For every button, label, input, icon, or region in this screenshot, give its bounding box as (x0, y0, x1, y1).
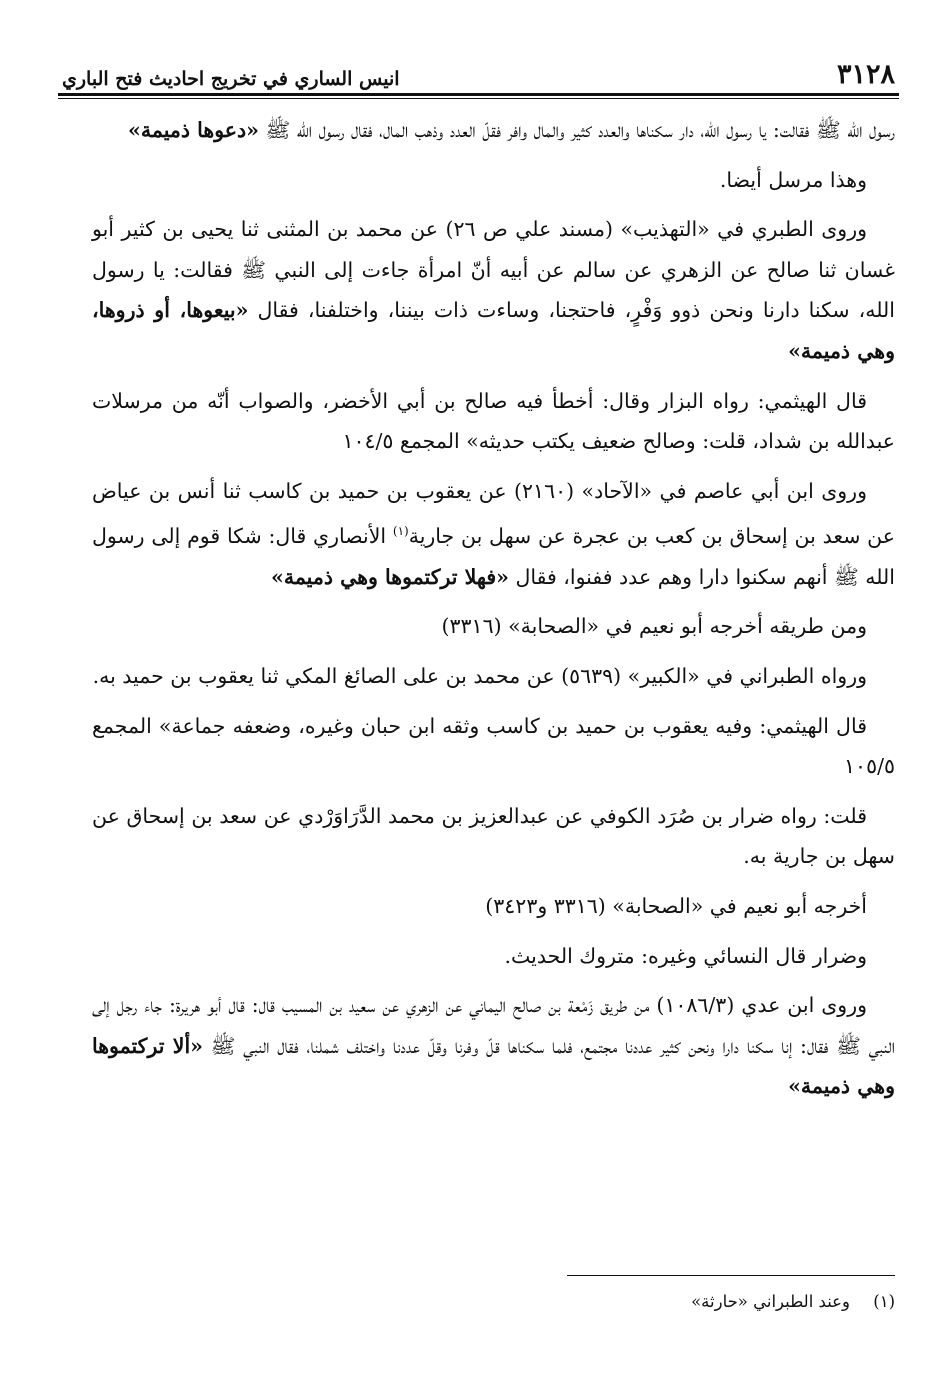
book-title: انيس الساري في تخريج احاديث فتح الباري (62, 68, 400, 90)
paragraph-12-text: وروى ابن عدي (١٠٨٦/٣) من طريق زَمْعة بن صالح اليماني عن الزهري عن سعيد بن المسيب قال: قال أبو هريرة: جاء رجل إلى النبي ﷺ فقال: إنا سكنا دارا ونحن كثير عددنا مجتمع، فلما سكناها قلّ وفرنا وقلّ عددنا واختلف شملنا، فقال النبي ﷺ (92, 993, 895, 1058)
footnote-text: وعند الطبراني «حارثة» (691, 1292, 850, 1311)
paragraph-12-hadith: «ألا تركتموها وهي ذميمة» (92, 1033, 895, 1099)
paragraph-3-hadith: «بيعوها، أو ذروها، وهي ذميمة» (92, 298, 895, 363)
paragraph-5-hadith: «فهلا تركتموها وهي ذميمة» (271, 564, 509, 589)
paragraph-1-text: رسول الله ﷺ فقالت: يا رسول الله، دار سكناها والعدد كثير والمال وافر فقلّ العدد وذهب المال، فقال رسول الله ﷺ (258, 118, 895, 142)
running-head (62, 50, 895, 90)
paragraph-8: قال الهيثمي: وفيه يعقوب بن حميد بن كاسب وثقه ابن حبان وغيره، وضعفه جماعة» المجمع ١٠٥/٥ (92, 713, 895, 779)
paragraph-4: قال الهيثمي: رواه البزار وقال: أخطأ فيه صالح بن أبي الأخضر، والصواب أنّه من مرسلات عبدالله بن شداد، قلت: وصالح ضعيف يكتب حديثه» المجمع ١٠٤/٥ (92, 388, 895, 454)
paragraph-1-hadith: «دعوها ذميمة» (128, 118, 259, 142)
paragraph-5-text-a: وروى ابن أبي عاصم في «الآحاد» (٢١٦٠) عن يعقوب بن حميد بن كاسب ثنا أنس بن عياض عن سعد بن إسحاق بن كعب بن عجرة عن سهل بن جارية (92, 478, 895, 549)
paragraph-5-text-b: الأنصاري قال: شكا قوم إلى رسول الله ﷺ أنهم سكنوا دارا وهم عدد ففنوا، فقال (92, 524, 895, 589)
footnote-rule (567, 1275, 895, 1276)
paragraph-3-text: وروى الطبري في «التهذيب» (مسند علي ص ٢٦) عن محمد بن المثنى ثنا يحيى بن كثير أبو غسان ثنا صالح عن الزهري عن سالم عن أبيه أنّ امرأة جاءت إلى النبي ﷺ فقالت: يا رسول الله، سكنا دارنا ونحن ذوو وَفْرٍ، فاحتجنا، وساءت ذات بيننا، واختلفنا، فقال (92, 217, 895, 323)
header-rule-thin (58, 98, 899, 99)
paragraph-12 (92, 985, 895, 1107)
footnote (200, 1288, 895, 1316)
paragraph-7: ورواه الطبراني في «الكبير» (٥٦٣٩) عن محمد بن على الصائغ المكي ثنا يعقوب بن حميد به. (92, 663, 867, 688)
paragraph-1 (92, 110, 895, 151)
footnote-marker[interactable]: (١) (392, 524, 409, 539)
footnote-number: (١) (873, 1292, 895, 1311)
paragraph-11: وضرار قال النسائي وغيره: متروك الحديث. (504, 943, 867, 968)
paragraph-9: قلت: رواه ضرار بن صُرَد الكوفي عن عبدالعزيز بن محمد الدَّرَاوَرْدي عن سعد بن إسحاق عن سهل بن جارية به. (92, 803, 895, 869)
header-rule (58, 93, 899, 96)
paragraph-6: ومن طريقه أخرجه أبو نعيم في «الصحابة» (٣٣١٦) (441, 614, 867, 639)
body-text (92, 110, 895, 1116)
paragraph-2: وهذا مرسل أيضا. (719, 167, 867, 192)
page-number: ٣١٢٨ (836, 59, 895, 90)
paragraph-10: أخرجه أبو نعيم في «الصحابة» (٣٣١٦ و٣٤٢٣) (485, 893, 867, 918)
paragraph-3 (92, 209, 895, 371)
paragraph-5 (92, 471, 895, 598)
